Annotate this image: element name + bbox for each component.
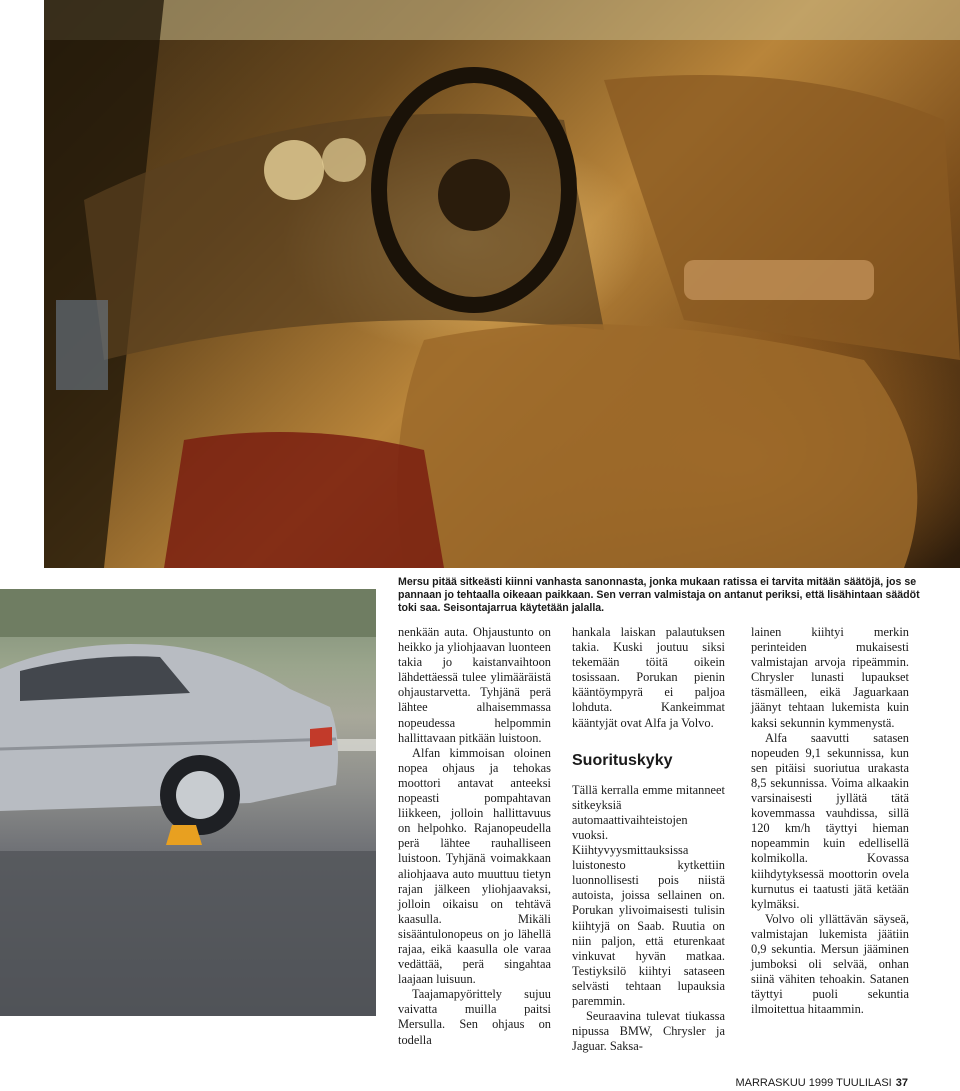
paragraph: Alfan kimmoisan oloinen nopea ohjaus ja tehokas moottori antavat anteeksi nopeasti pompahtavan liikkeen, jolloin hallittavuus on helpohko. Rajanopeudella perä lähtee rauhalliseen luistoon. Tyhjänä voimakkaan aliohjaava auto muuttuu tietyn rajan jälkeen yliohjaavaksi, jolloin oikaisu on tehtävä kaasulla. Mikäli sisääntulonopeus on jo lähellä rajaa, eikä kaasulla ole varaa vedättää, perä singahtaa laajaan luisuun. <box>398 745 551 987</box>
paragraph: Tällä kerralla emme mitanneet sitkeyksiä automaattivaihteistojen vuoksi. Kiihtyvyysmittauksissa luistonesto kytkettiin luonnollisesti pois niistä autoista, joissa sellainen on. Porukan ylivoimaisesti tulisin kiihtyjä on Saab. Ruutia on niin paljon, että eturenkaat vinkuvat hyvän matkaa. Testiyksilö kiihtyi sataseen selvästi tehtaan lupauksia paremmin. <box>572 782 725 1008</box>
page-number: 37 <box>895 1077 908 1089</box>
issue-label: MARRASKUU 1999 TUULILASI <box>735 1077 892 1089</box>
paragraph: Seuraavina tulevat tiukassa nipussa BMW, Chrysler ja Jaguar. Saksa- <box>572 1009 725 1054</box>
paragraph: Taajamapyörittely sujuu vaivatta muilla paitsi Mersulla. Sen ohjaus on todella <box>398 987 551 1047</box>
article-column-2 <box>572 625 725 1054</box>
article-column-3 <box>751 625 909 1017</box>
paragraph: hankala laiskan palautuksen takia. Kuski joutuu siksi tekemään töitä oikein tosissaan. Porukan pienin kääntöympyrä ei paljoa lohduta. Kankeimmat kääntyjät ovat Alfa ja Volvo. <box>572 625 725 730</box>
paragraph: Volvo oli yllättävän säyseä, valmistajan lukemista jäätiin 0,9 sekuntia. Mersun jääminen jumboksi oli selvää, onhan siinä vähiten tehoakin. Satanen täyttyi puoli sekuntia ilmoitettua hitaammin. <box>751 911 909 1017</box>
paragraph: lainen kiihtyi merkin perinteiden mukaisesti valmistajan arvoja ripeämmin. Chrysler lunasti lupaukset täsmälleen, eikä Jaguarkaan jäänyt tehtaan lukemista kuin kaksi sekunnin kymmenystä. <box>751 625 909 730</box>
car-interior-photo <box>44 0 960 568</box>
article-column-1 <box>398 625 551 1048</box>
section-heading: Suorituskyky <box>572 751 673 769</box>
paragraph: nenkään auta. Ohjaustunto on heikko ja yliohjaavan luonteen takia jo kaistanvaihtoon lähdettäessä tulee ylimääräistä ohjaustarvetta. Tyhjänä perä lähtee alhaisemmassa nopeudessa helpommin hallittavaan pitkään luistoon. <box>398 625 551 745</box>
car-handling-test-photo <box>0 589 376 1016</box>
paragraph: Alfa saavutti satasen nopeuden 9,1 sekunnissa, kun sen pitäisi suoriutua urakasta 8,5 sekunnissa. Voima alkaakin varsinaisesti jyllätä tätä kovemmassa vauhdissa, sillä 120 km/h täyttyi hieman nopeammin kuin edellisellä kolmikolla. Kovassa kiihdytyksessä moottorin ovela kurnutus ei taatusti jätä ketään kylmäksi. <box>751 730 909 911</box>
page-footer <box>735 1077 908 1089</box>
photo-caption: Mersu pitää sitkeästi kiinni vanhasta sanonnasta, jonka mukaan ratissa ei tarvita mitään säätöjä, jos se pannaan jo tehtaalla oikeaan paikkaan. Sen verran valmistaja on antanut periksi, että lisähintaan säädöt toki saa. Seisontajarrua käytetään jalalla. <box>398 576 920 615</box>
